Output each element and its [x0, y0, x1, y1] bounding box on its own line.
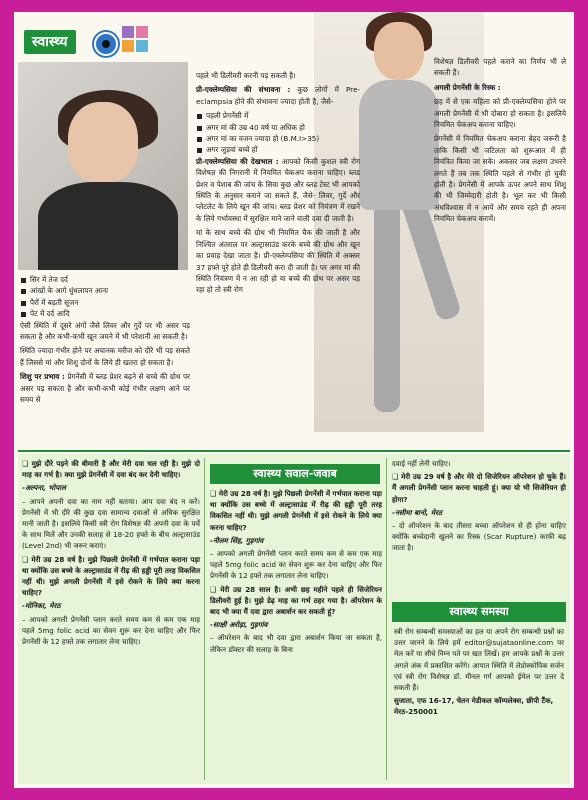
question: ❑ मेरी उम्र 28 साल है। अभी छह महीने पहले ही सिजेरियन डिलीवरी हुई है। मुझे डेढ़ माह का गर्भ ठहर गया है। ऑपरेशन के बाद भी क्या मैं दवा द्वारा अबार्शन कर सकती हूं? [210, 584, 382, 617]
risk-list [196, 110, 360, 156]
question: ❑ मुझे दौरे पड़ने की बीमारी है और मेरी दवा चल रही है। मुझे दो माह का गर्भ है। क्या मुझे प्रेगनेंसी में दवा बंद कर देनी चाहिए। [22, 459, 200, 480]
signature: -मोनिका, मेरठ [22, 601, 61, 611]
signature: -नसीमा बानो, मेरठ [392, 507, 443, 517]
answer: – दो ऑपरेशन के बाद तीसरा बच्चा ऑपरेशन से ही होना चाहिए क्योंकि बच्चेदानी खुलने का रिस्क (Scar Rupture) काफी बढ़ जाता है। [392, 521, 566, 553]
postal-address: सुजाता, एफ 16-17, चेतन मेडीकल कॉम्पलेक्स, छीपी टैंक, मेरठ-250001 [394, 696, 554, 717]
signature: -अल्पना, भोपाल [22, 483, 66, 493]
paragraph: प्री-एक्लेम्पसिया की देखभाल : आपको किसी कुशल स्त्री रोग विशेषज्ञ की निगरानी में नियमित चेकअप कराना चाहिए। ब्लड प्रेशर व पेशाब की जांच के सिवा कुछ और ब्लड टेस्ट भी आपको स्थिति के अनुसार कराने जा सकते हैं, जैसे- लिवर, गुर्दे और प्लेटलेट के लिये खून की जांच। ब्लड प्रेशर को नियंत्रण में रखने के लिये गर्भावस्था में सुरक्षित माने जाने वाली दवा दी जाती है। [196, 156, 360, 223]
middle-article-column [196, 70, 360, 299]
question: ❑ मेरी उम्र 28 वर्ष है। मुझे पिछली प्रेगनेंसी में गर्भपात कराना पड़ा था क्योंकि उस बच्चे में अल्ट्रासाउंड में रीढ़ की हड्डी पूरी तरह विकसित नहीं थी। मुझे अगली प्रेगनेंसी में इसे रोकने के लिये क्या करना चाहिए? [210, 489, 382, 532]
left-article-column [20, 274, 190, 408]
eye-icon [94, 32, 118, 56]
paragraph: प्रेगनेंसी में नियमित चेकअप कराना बेहद जरूरी है ताकि किसी भी जटिलता को शुरूआत में ही नियंत्रित किया जा सके। अकसर जब लक्षण उभरने लगते हैं तब तक स्थिति पहले से गंभीर हो चुकी होती है। प्रेगनेंसी में आपके ऊपर अपने साथ शिशु की भी जिम्मेदारी होती है। भूल कर भी किसी अंधविश्वास में न आयें और समय रहते ही अपना नियमित चेकअप करायें। [434, 134, 566, 224]
magazine-page [14, 12, 574, 788]
subheading: शिशु पर प्रभाव : [20, 372, 65, 382]
qa-right-column [392, 458, 566, 556]
list-item: आंखों के आगे धुंधलापन आना [20, 285, 190, 296]
right-article-column [434, 56, 566, 228]
paragraph: स्थिति ज्यादा गंभीर होने पर अचानक मरीज को दौरे भी पड़ सकते हैं जिससे मां और शिशु दोनों के लिये ही खतरा हो सकता है। [20, 346, 190, 367]
paragraph: दवाई नहीं लेनी चाहिए। [392, 459, 451, 468]
paragraph: विशेषज्ञ डिलीवरी पहले कराने का निर्णय भी ले सकती हैं। [434, 57, 566, 78]
subheading: प्री-एक्लेम्पसिया की देखभाल : [196, 156, 279, 166]
decor-square-blue [136, 40, 148, 52]
subheading: प्री-एक्लेम्पसिया की संभावना : [196, 85, 291, 95]
paragraph: छह में से एक महिला को प्री-एक्लेम्पसिया होने पर अगली प्रेगनेंसी में भी दोबारा हो सकता है। इसलिये नियमित चेकअप कराना चाहिए। [434, 97, 566, 130]
contact-info [394, 626, 564, 720]
paragraph: ऐसी स्थिति में दूसरे अंगों जैसे लिवर और गुर्दे पर भी असर पड़ सकता है और कभी-कभी खून जमने में भी परेशानी आ सकती है। [20, 320, 190, 342]
qa-banner: स्वास्थ्य सवाल-जवाब [210, 464, 380, 484]
column-divider [386, 458, 387, 780]
decor-square-purple [122, 26, 134, 38]
list-item: पैरों में बढ़ती सूजन [20, 297, 190, 308]
signature: -साक्षी अरोड़ा, गुड़गांव [210, 620, 268, 630]
paragraph: शिशु पर प्रभाव : प्रेगनेंसी में ब्लड प्रेशर बढ़ने से बच्चे की ग्रोथ पर असर पड़ सकता है और कभी-कभी कोई गंभीर लक्षण आने पर समय से [20, 372, 190, 405]
woman-headache-photo [18, 62, 188, 270]
list-item: पेट में दर्द आदि [20, 308, 190, 319]
paragraph: पहले भी डिलीवरी करनी पड़ सकती है। [196, 71, 296, 80]
list-item: अगर मां का वजन ज्यादा हो (B.M.I>35) [196, 133, 360, 144]
answer: – आपको अगली प्रेगनेंसी प्लान करते समय कम से कम एक माह पहले 5mg folic acid का सेवन शुरू कर देना चाहिए और फिर प्रेगनेंसी के 12 हफ्ते तक लगातार लेना चाहिए। [210, 549, 382, 581]
question: ❑ मेरी उम्र 28 वर्ष है। मुझे पिछली प्रेगनेंसी में गर्भपात कराना पड़ा था क्योंकि उस बच्चे के अल्ट्रासाउंड में रीढ़ की हड्डी पूरी तरह विकसित नहीं थी। मुझे अगली प्रेगनेंसी में इसे रोकने के लिये क्या करना चाहिए? [22, 554, 200, 598]
subheading: अगली प्रेगनेंसी के रिस्क : [434, 82, 501, 92]
paragraph: मां के साथ बच्चे की ग्रोथ भी नियमित चैक की जाती है और निश्चित अंतराल पर अल्ट्रासाउंड करके बच्चे की ग्रोथ और खून का प्रवाह देखा जाता है। प्री-एक्लेम्पसिया की स्थिति में अक्सर 37 हफ्ते पूरे होते ही डिलीवरी करा दी जाती है। पर अगर मां की स्थिति नियंत्रण में न आ रही हो या बच्चे की ग्रोथ पर असर पड़ रहा हो तो स्त्री रोग [196, 228, 360, 295]
qa-middle-column [210, 488, 382, 657]
qa-left-column [22, 458, 200, 649]
symptom-list [20, 274, 190, 320]
answer: – ऑपरेशन के बाद भी दवा द्वारा अबार्शन किया जा सकता है, लेकिन डॉक्टर की सलाह के बिना [210, 633, 382, 654]
column-divider [204, 458, 205, 780]
section-logo: स्वास्थ्य [24, 30, 76, 54]
list-item: अगर जुड़वां बच्चे हों [196, 144, 360, 155]
answer: – आपने अपनी दवा का नाम नहीं बताया। आप दवा बंद न करें। प्रेगनेंसी में भी दौरे की कुछ दवा सामान्य दवाओं से अधिक सुरक्षित मानी जाती है। इसलिये किसी स्त्री रोग विशेषज्ञ की अपनी दवा के पर्चे के साथ मिलें और उनकी सलाह से 18-20 हफ्ते के बीच अल्ट्रासाउंड (Level 2nd) भी जरूर कराएं। [22, 496, 200, 551]
decor-square-orange [122, 40, 134, 52]
section-divider [18, 450, 570, 452]
list-item: पहली प्रेगनेंसी में [196, 110, 360, 121]
paragraph: स्त्री रोग सम्बन्धी समस्याओं का हल या अपने रोग सम्बन्धी प्रश्नों का उत्तर जानने के लिये हमें editor@sujataonline.com पर मेल करें या सीधे निम्न पते पर खत लिखें। हम आपके प्रश्नों के उत्तर अगले अंक में प्रकाशित करेंगे। आपात स्थिति में लेप्रोस्कोपिक सर्जन एवं स्त्री रोग विशेषज्ञ डॉ. मीनल गर्ग आपको ईमेल पर उत्तर दे सकती हैं। [394, 627, 564, 693]
health-problem-banner: स्वास्थ्य समस्या [392, 602, 566, 622]
list-item: अगर मां की उम्र 40 वर्ष या अधिक हो [196, 122, 360, 133]
list-item: सिर में तेज दर्द [20, 274, 190, 285]
paragraph: प्री-एक्लेम्पसिया की संभावना : कुछ लोगों में Pre-eclampsia होने की संभावना ज्यादा होती है, जैसे- [196, 85, 360, 106]
answer: – आपको अगली प्रेगनेंसी प्लान करते समय कम से कम एक माह पहले 5mg folic acid का सेवन शुरू कर देना चाहिए और फिर प्रेगनेंसी के 12 हफ्ते तक लगातार लेना चाहिए। [22, 614, 200, 647]
signature: -नीलम सिंह, गुड़गांव [210, 535, 264, 545]
question: ❑ मेरी उम्र 29 वर्ष है और मेरे दो सिजेरियन ऑपरेशन हो चुके हैं। मैं अगली प्रेगनेंसी प्लान करना चाहती हूं। क्या यो भी सिजेरियन ही होगा? [392, 472, 566, 504]
decor-square-pink [136, 26, 148, 38]
